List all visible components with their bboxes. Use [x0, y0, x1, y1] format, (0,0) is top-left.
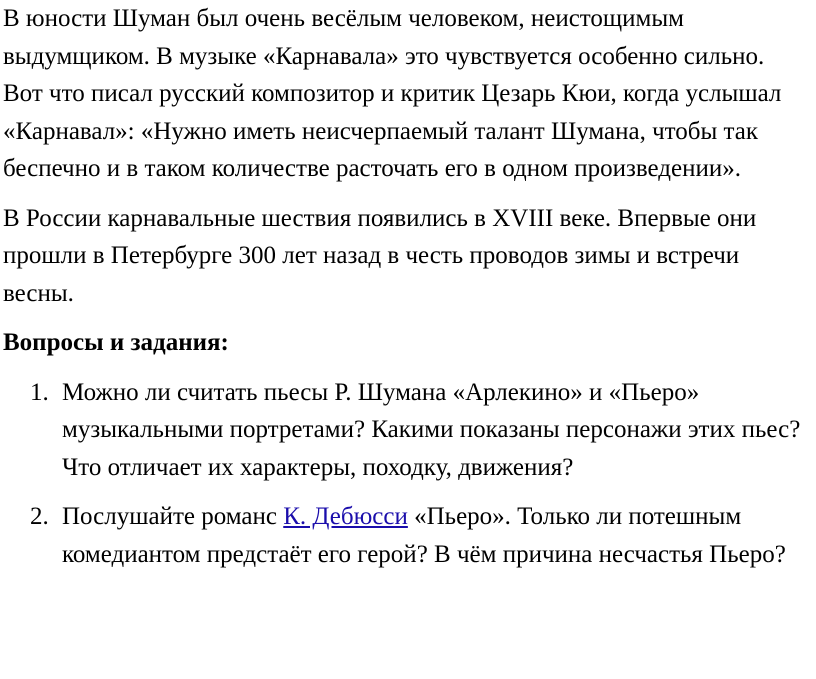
questions-list	[3, 374, 809, 574]
question-number: 2.	[30, 503, 49, 530]
question-text-before-link: Послушайте романс	[62, 503, 284, 530]
history-paragraph: В России карнавальные шествия появились в XVIII веке. Впервые они прошли в Петербурге 300 лет назад в честь проводов зимы и встречи весны.	[3, 204, 757, 307]
debussy-link[interactable]: К. Дебюсси	[283, 503, 408, 530]
document-body	[3, 0, 809, 585]
question-item-1	[3, 374, 809, 487]
question-text-after-link: «Пьеро». Только ли потешным комедиантом предстаёт его герой? В чём причина несчастья Пьеро?	[62, 503, 786, 568]
question-item-2	[3, 498, 809, 573]
question-number: 1.	[30, 378, 49, 406]
questions-heading: Вопросы и задания:	[3, 329, 229, 356]
question-text: Можно ли считать пьесы Р. Шумана «Арлекино» и «Пьеро» музыкальными портретами? Какими показаны персонажи этих пьес? Что отличает их характеры, походку, движения?	[62, 378, 801, 481]
intro-paragraph: В юности Шуман был очень весёлым человеком, неистощимым выдумщиком. В музыке «Карнавала» это чувствуется особенно сильно. Вот что писал русский композитор и критик Цезарь Кюи, когда услышал «Карнавал»: «Нужно иметь неисчерпаемый талант Шумана, чтобы так беспечно и в таком количестве расточать его в одном произведении».	[3, 5, 782, 182]
